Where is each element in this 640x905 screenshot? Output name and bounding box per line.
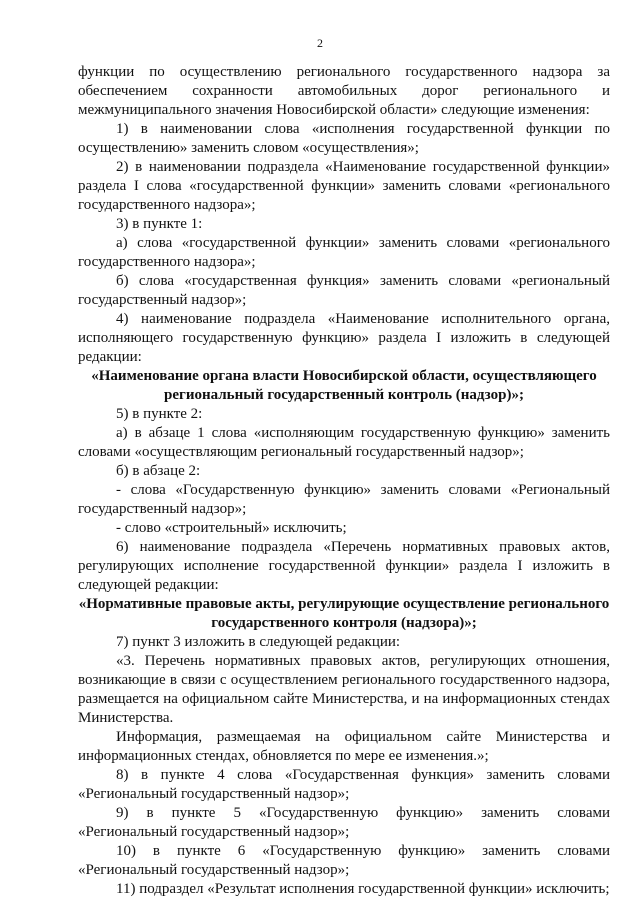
paragraph: - слово «строительный» исключить; [116, 520, 347, 536]
paragraph: б) в абзаце 2: [116, 463, 201, 479]
paragraph: 1) в наименовании слова «исполнения государственной функции по осуществлению» заменить словом «осуществления»; [78, 121, 610, 156]
paragraph: Информация, размещаемая на официальном сайте Министерства и информационных стендах, обновляется по мере ее изменения.»; [78, 729, 610, 764]
section-heading: «Наименование органа власти Новосибирской области, осуществляющего региональный государственный контроль (надзор)»; [91, 368, 597, 403]
paragraph: функции по осуществлению регионального государственного надзора за обеспечением сохранности автомобильных дорог регионального и межмуниципального значения Новосибирской области» следующие изменения: [78, 64, 610, 118]
paragraph: 2) в наименовании подраздела «Наименование государственной функции» раздела I слова «государственной функции» заменить словами «регионального государственного надзора»; [78, 159, 610, 213]
paragraph: - слова «Государственную функцию» заменить словами «Региональный государственный надзор»; [78, 482, 610, 517]
paragraph: 9) в пункте 5 «Государственную функцию» заменить словами «Региональный государственный надзор»; [78, 805, 610, 840]
paragraph: 6) наименование подраздела «Перечень нормативных правовых актов, регулирующих исполнение государственной функции» раздела I изложить в следующей редакции: [78, 539, 610, 593]
page-number: 2 [317, 36, 323, 50]
paragraph: 4) наименование подраздела «Наименование исполнительного органа, исполняющего государственную функцию» раздела I изложить в следующей редакции: [78, 311, 610, 365]
document-body [78, 63, 610, 899]
paragraph: 5) в пункте 2: [116, 406, 203, 422]
paragraph: 3) в пункте 1: [116, 216, 203, 232]
paragraph: 8) в пункте 4 слова «Государственная функция» заменить словами «Региональный государственный надзор»; [78, 767, 610, 802]
paragraph: 7) пункт 3 изложить в следующей редакции: [116, 634, 401, 650]
paragraph: б) слова «государственная функция» заменить словами «региональный государственный надзор»; [78, 273, 610, 308]
paragraph: 11) подраздел «Результат исполнения государственной функции» исключить; [116, 881, 610, 897]
paragraph: а) в абзаце 1 слова «исполняющим государственную функцию» заменить словами «осуществляющим региональный государственный надзор»; [78, 425, 610, 460]
paragraph: 10) в пункте 6 «Государственную функцию» заменить словами «Региональный государственный надзор»; [78, 843, 610, 878]
paragraph: «3. Перечень нормативных правовых актов, регулирующих отношения, возникающие в связи с осуществлением регионального государственного надзора, размещается на официальном сайте Министерства, и на информационных стендах Министерства. [78, 653, 610, 726]
section-heading: «Нормативные правовые акты, регулирующие осуществление регионального государственного контроля (надзора)»; [78, 596, 610, 631]
paragraph: а) слова «государственной функции» заменить словами «регионального государственного надзора»; [78, 235, 610, 270]
